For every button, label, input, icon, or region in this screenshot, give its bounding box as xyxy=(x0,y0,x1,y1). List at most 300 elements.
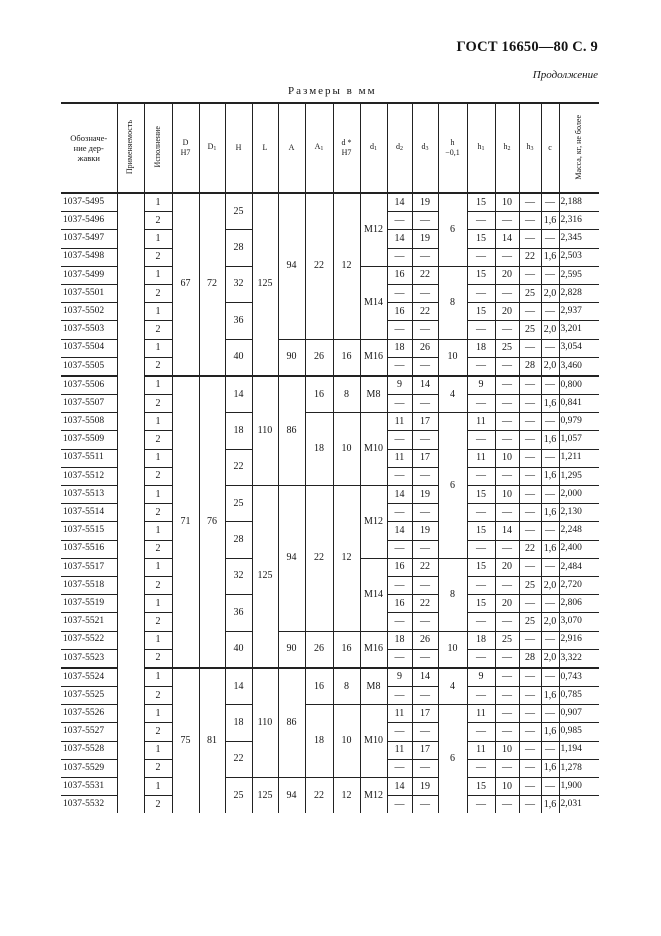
col-header-H xyxy=(225,103,252,193)
cell-h2: — xyxy=(495,413,519,431)
cell-h3: 22 xyxy=(519,540,541,558)
cell-isp: 1 xyxy=(144,266,172,284)
col-header-label: L xyxy=(262,143,268,153)
cell-A-span: 94 xyxy=(278,193,305,339)
col-header-label: $A_1$ xyxy=(314,142,324,153)
col-header-mass xyxy=(559,103,599,193)
cell-A1-span: 18 xyxy=(305,705,333,778)
cell-des: 1037-5532 xyxy=(61,796,117,814)
continuation-label: Продолжение xyxy=(532,69,598,81)
cell-h3: — xyxy=(519,193,541,212)
cell-mass: 2,248 xyxy=(559,522,599,540)
cell-h2: — xyxy=(495,284,519,302)
cell-d3: 19 xyxy=(412,522,438,540)
cell-des: 1037-5529 xyxy=(61,759,117,777)
cell-H-span: 40 xyxy=(225,631,252,668)
cell-c: 1,6 xyxy=(541,540,559,558)
cell-des: 1037-5514 xyxy=(61,504,117,522)
cell-d3: 19 xyxy=(412,193,438,212)
cell-h2: — xyxy=(495,796,519,814)
cell-h2: — xyxy=(495,467,519,485)
cell-h2: 20 xyxy=(495,595,519,613)
cell-d2: 14 xyxy=(387,486,412,504)
col-header-label: $d_2$ xyxy=(396,142,403,153)
cell-h-span: 8 xyxy=(438,558,467,631)
cell-h3: 25 xyxy=(519,284,541,302)
cell-A-span: 90 xyxy=(278,631,305,668)
cell-H-span: 14 xyxy=(225,668,252,705)
col-header-app xyxy=(117,103,144,193)
cell-isp: 1 xyxy=(144,486,172,504)
cell-h1: 9 xyxy=(467,668,495,687)
cell-h2: 10 xyxy=(495,741,519,759)
cell-mass: 2,806 xyxy=(559,595,599,613)
cell-isp: 2 xyxy=(144,504,172,522)
col-header-label: c xyxy=(548,143,552,153)
cell-d-span: 12 xyxy=(333,778,360,814)
cell-A-span: 86 xyxy=(278,668,305,778)
cell-c: 1,6 xyxy=(541,467,559,485)
cell-c: 2,0 xyxy=(541,613,559,631)
cell-mass: 1,278 xyxy=(559,759,599,777)
cell-h2: — xyxy=(495,357,519,376)
col-header-d1 xyxy=(360,103,387,193)
cell-c: — xyxy=(541,741,559,759)
cell-h2: — xyxy=(495,668,519,687)
cell-h2: — xyxy=(495,705,519,723)
cell-c: 1,6 xyxy=(541,687,559,705)
cell-c: — xyxy=(541,303,559,321)
col-header-h2 xyxy=(495,103,519,193)
cell-d3: — xyxy=(412,723,438,741)
cell-h1: — xyxy=(467,212,495,230)
cell-mass: 2,130 xyxy=(559,504,599,522)
cell-h2: — xyxy=(495,723,519,741)
cell-h1: — xyxy=(467,357,495,376)
cell-d-span: 10 xyxy=(333,705,360,778)
cell-mass: 2,720 xyxy=(559,576,599,594)
cell-h2: 10 xyxy=(495,193,519,212)
cell-isp: 1 xyxy=(144,522,172,540)
cell-h3: — xyxy=(519,723,541,741)
cell-mass: 2,188 xyxy=(559,193,599,212)
cell-H-span: 32 xyxy=(225,266,252,302)
cell-d3: — xyxy=(412,796,438,814)
cell-A1-span: 16 xyxy=(305,668,333,705)
cell-isp: 1 xyxy=(144,449,172,467)
cell-h1: 11 xyxy=(467,449,495,467)
cell-isp: 2 xyxy=(144,431,172,449)
col-header-isp xyxy=(144,103,172,193)
col-header-d xyxy=(333,103,360,193)
cell-h3: — xyxy=(519,705,541,723)
cell-mass: 2,916 xyxy=(559,631,599,649)
cell-isp: 2 xyxy=(144,796,172,814)
cell-h1: — xyxy=(467,759,495,777)
cell-mass: 1,900 xyxy=(559,778,599,796)
cell-h3: — xyxy=(519,796,541,814)
cell-h3: — xyxy=(519,595,541,613)
cell-h1: 9 xyxy=(467,376,495,395)
cell-A1-span: 18 xyxy=(305,413,333,486)
cell-A-span: 86 xyxy=(278,376,305,486)
cell-d2: — xyxy=(387,284,412,302)
cell-h-span: 4 xyxy=(438,376,467,413)
cell-A1-span: 26 xyxy=(305,631,333,668)
cell-c: 1,6 xyxy=(541,212,559,230)
cell-des: 1037-5521 xyxy=(61,613,117,631)
cell-d3: 22 xyxy=(412,266,438,284)
cell-d2: — xyxy=(387,687,412,705)
cell-d2: 11 xyxy=(387,705,412,723)
cell-d1-span: M14 xyxy=(360,558,387,631)
cell-h-span: 10 xyxy=(438,631,467,668)
cell-h3: 22 xyxy=(519,248,541,266)
cell-c: — xyxy=(541,631,559,649)
cell-c: 2,0 xyxy=(541,357,559,376)
cell-c: — xyxy=(541,705,559,723)
cell-des: 1037-5506 xyxy=(61,376,117,395)
col-header-h1 xyxy=(467,103,495,193)
cell-h2: 20 xyxy=(495,558,519,576)
cell-d2: — xyxy=(387,212,412,230)
cell-h3: — xyxy=(519,504,541,522)
cell-des: 1037-5522 xyxy=(61,631,117,649)
cell-h3: — xyxy=(519,631,541,649)
cell-isp: 2 xyxy=(144,613,172,631)
cell-d3: — xyxy=(412,687,438,705)
cell-h3: 25 xyxy=(519,576,541,594)
cell-mass: 0,800 xyxy=(559,376,599,395)
cell-d3: — xyxy=(412,613,438,631)
cell-h2: — xyxy=(495,395,519,413)
col-header-des xyxy=(61,103,117,193)
cell-mass: 2,316 xyxy=(559,212,599,230)
cell-h2: — xyxy=(495,687,519,705)
cell-c: — xyxy=(541,339,559,357)
cell-h3: — xyxy=(519,687,541,705)
cell-d3: — xyxy=(412,395,438,413)
cell-isp: 1 xyxy=(144,303,172,321)
cell-c: — xyxy=(541,266,559,284)
cell-d1-span: M8 xyxy=(360,668,387,705)
cell-c: 2,0 xyxy=(541,284,559,302)
cell-d1-span: M14 xyxy=(360,266,387,339)
cell-d3: 26 xyxy=(412,339,438,357)
cell-des: 1037-5499 xyxy=(61,266,117,284)
col-header-label: Масса, кг, не более xyxy=(573,114,583,180)
cell-h2: — xyxy=(495,576,519,594)
cell-des: 1037-5518 xyxy=(61,576,117,594)
cell-isp: 2 xyxy=(144,284,172,302)
cell-h1: 15 xyxy=(467,558,495,576)
cell-d-span: 8 xyxy=(333,376,360,413)
cell-isp: 1 xyxy=(144,741,172,759)
cell-d2: — xyxy=(387,467,412,485)
cell-H-span: 36 xyxy=(225,303,252,339)
cell-d3: — xyxy=(412,576,438,594)
cell-d2: 14 xyxy=(387,193,412,212)
cell-mass: 0,985 xyxy=(559,723,599,741)
cell-h2: — xyxy=(495,613,519,631)
cell-c: — xyxy=(541,522,559,540)
cell-h3: — xyxy=(519,741,541,759)
cell-h1: — xyxy=(467,687,495,705)
cell-d2: — xyxy=(387,613,412,631)
cell-h3: — xyxy=(519,668,541,687)
col-header-label: Обозначе- ние дер- жавки xyxy=(70,132,108,164)
cell-h1: — xyxy=(467,540,495,558)
cell-d2: 14 xyxy=(387,230,412,248)
cell-h1: 11 xyxy=(467,741,495,759)
cell-isp: 1 xyxy=(144,595,172,613)
cell-H-span: 25 xyxy=(225,193,252,230)
cell-h2: — xyxy=(495,431,519,449)
cell-d3: — xyxy=(412,504,438,522)
cell-d3: 17 xyxy=(412,705,438,723)
cell-mass: 0,979 xyxy=(559,413,599,431)
cell-d3: 19 xyxy=(412,486,438,504)
units-caption: Размеры в мм xyxy=(288,85,377,97)
cell-d2: — xyxy=(387,759,412,777)
cell-h3: 28 xyxy=(519,357,541,376)
cell-h-span: 6 xyxy=(438,413,467,559)
cell-isp: 1 xyxy=(144,705,172,723)
cell-mass: 3,460 xyxy=(559,357,599,376)
cell-c: — xyxy=(541,449,559,467)
cell-d2: 11 xyxy=(387,413,412,431)
col-header-label: $h_3$ xyxy=(526,142,534,153)
cell-mass: 3,201 xyxy=(559,321,599,339)
cell-h1: — xyxy=(467,649,495,668)
col-header-D xyxy=(172,103,199,193)
cell-H-span: 25 xyxy=(225,486,252,522)
cell-L-span: 110 xyxy=(252,668,278,778)
cell-d1-span: M12 xyxy=(360,778,387,814)
col-header-label: $d_3$ xyxy=(421,142,429,153)
cell-d2: — xyxy=(387,649,412,668)
cell-h3: — xyxy=(519,376,541,395)
cell-h2: 14 xyxy=(495,230,519,248)
cell-isp: 1 xyxy=(144,413,172,431)
cell-d1-span: M10 xyxy=(360,705,387,778)
cell-d3: 14 xyxy=(412,668,438,687)
cell-d3: 17 xyxy=(412,741,438,759)
cell-A1-span: 22 xyxy=(305,778,333,814)
col-header-label: $D_1$ xyxy=(207,142,217,153)
cell-mass: 0,785 xyxy=(559,687,599,705)
cell-h1: 18 xyxy=(467,339,495,357)
cell-mass: 0,907 xyxy=(559,705,599,723)
cell-d2: — xyxy=(387,357,412,376)
cell-mass: 2,503 xyxy=(559,248,599,266)
cell-des: 1037-5527 xyxy=(61,723,117,741)
cell-d2: — xyxy=(387,395,412,413)
cell-c: 2,0 xyxy=(541,576,559,594)
cell-h2: — xyxy=(495,649,519,668)
cell-h1: — xyxy=(467,321,495,339)
page-header: ГОСТ 16650—80 С. 9 xyxy=(456,39,598,55)
cell-mass: 2,595 xyxy=(559,266,599,284)
cell-D1-span: 81 xyxy=(199,668,225,814)
cell-des: 1037-5497 xyxy=(61,230,117,248)
col-header-label: D H7 xyxy=(180,138,191,157)
cell-h2: 20 xyxy=(495,266,519,284)
cell-des: 1037-5531 xyxy=(61,778,117,796)
cell-h1: — xyxy=(467,613,495,631)
cell-H-span: 28 xyxy=(225,230,252,266)
cell-mass: 1,295 xyxy=(559,467,599,485)
cell-h3: — xyxy=(519,413,541,431)
cell-d3: — xyxy=(412,759,438,777)
cell-h2: 10 xyxy=(495,449,519,467)
cell-A-span: 94 xyxy=(278,486,305,632)
cell-des: 1037-5511 xyxy=(61,449,117,467)
cell-h2: — xyxy=(495,759,519,777)
cell-A-span: 90 xyxy=(278,339,305,376)
cell-h1: 15 xyxy=(467,303,495,321)
cell-c: — xyxy=(541,668,559,687)
cell-d2: 16 xyxy=(387,303,412,321)
cell-des: 1037-5503 xyxy=(61,321,117,339)
cell-h3: — xyxy=(519,303,541,321)
cell-d2: — xyxy=(387,321,412,339)
cell-d3: 22 xyxy=(412,595,438,613)
cell-c: — xyxy=(541,595,559,613)
cell-isp: 2 xyxy=(144,395,172,413)
cell-c: — xyxy=(541,193,559,212)
cell-d2: — xyxy=(387,540,412,558)
cell-h1: 15 xyxy=(467,522,495,540)
cell-des: 1037-5517 xyxy=(61,558,117,576)
cell-H-span: 18 xyxy=(225,413,252,449)
cell-isp: 2 xyxy=(144,467,172,485)
cell-isp: 2 xyxy=(144,649,172,668)
table-row xyxy=(61,193,599,212)
cell-mass: 3,054 xyxy=(559,339,599,357)
col-header-d3 xyxy=(412,103,438,193)
cell-d2: — xyxy=(387,248,412,266)
cell-mass: 1,057 xyxy=(559,431,599,449)
cell-h1: 15 xyxy=(467,486,495,504)
cell-h2: — xyxy=(495,248,519,266)
cell-mass: 1,211 xyxy=(559,449,599,467)
cell-h3: — xyxy=(519,212,541,230)
cell-isp: 2 xyxy=(144,357,172,376)
cell-d3: — xyxy=(412,540,438,558)
cell-d2: 9 xyxy=(387,668,412,687)
cell-mass: 3,070 xyxy=(559,613,599,631)
cell-h2: 14 xyxy=(495,522,519,540)
cell-des: 1037-5519 xyxy=(61,595,117,613)
cell-des: 1037-5515 xyxy=(61,522,117,540)
cell-h3: — xyxy=(519,759,541,777)
cell-d1-span: M16 xyxy=(360,631,387,668)
cell-des: 1037-5507 xyxy=(61,395,117,413)
cell-mass: 2,345 xyxy=(559,230,599,248)
cell-d3: — xyxy=(412,649,438,668)
cell-h1: 11 xyxy=(467,413,495,431)
cell-d2: 16 xyxy=(387,558,412,576)
cell-d2: 11 xyxy=(387,449,412,467)
cell-c: — xyxy=(541,558,559,576)
cell-d2: 14 xyxy=(387,778,412,796)
cell-D1-span: 76 xyxy=(199,376,225,668)
col-header-c xyxy=(541,103,559,193)
cell-d2: — xyxy=(387,431,412,449)
cell-mass: 2,828 xyxy=(559,284,599,302)
cell-h1: 15 xyxy=(467,266,495,284)
cell-d3: — xyxy=(412,284,438,302)
col-header-label: d * H7 xyxy=(341,138,352,157)
cell-des: 1037-5498 xyxy=(61,248,117,266)
cell-h1: 15 xyxy=(467,230,495,248)
cell-d3: — xyxy=(412,357,438,376)
col-header-A1 xyxy=(305,103,333,193)
cell-d2: — xyxy=(387,576,412,594)
cell-L-span: 125 xyxy=(252,778,278,814)
cell-d3: 19 xyxy=(412,230,438,248)
cell-d2: — xyxy=(387,723,412,741)
cell-d3: 26 xyxy=(412,631,438,649)
cell-h3: — xyxy=(519,522,541,540)
cell-A1-span: 22 xyxy=(305,193,333,339)
cell-h1: — xyxy=(467,284,495,302)
cell-h1: — xyxy=(467,796,495,814)
cell-c: 1,6 xyxy=(541,723,559,741)
col-header-label: Применяемость xyxy=(125,119,135,175)
cell-des: 1037-5528 xyxy=(61,741,117,759)
cell-isp: 1 xyxy=(144,778,172,796)
cell-d-span: 16 xyxy=(333,631,360,668)
cell-des: 1037-5524 xyxy=(61,668,117,687)
cell-D-span: 67 xyxy=(172,193,199,376)
cell-mass: 2,937 xyxy=(559,303,599,321)
cell-c: — xyxy=(541,376,559,395)
cell-h-span: 6 xyxy=(438,705,467,814)
cell-h3: — xyxy=(519,266,541,284)
cell-h1: 11 xyxy=(467,705,495,723)
cell-h2: 20 xyxy=(495,303,519,321)
col-header-label: $d_1$ xyxy=(370,142,377,153)
cell-isp: 1 xyxy=(144,339,172,357)
cell-mass: 0,841 xyxy=(559,395,599,413)
cell-H-span: 18 xyxy=(225,705,252,741)
cell-isp: 1 xyxy=(144,558,172,576)
cell-mass: 2,484 xyxy=(559,558,599,576)
col-header-label: Исполнение xyxy=(152,126,162,168)
cell-c: — xyxy=(541,486,559,504)
cell-isp: 1 xyxy=(144,193,172,212)
cell-A1-span: 16 xyxy=(305,376,333,413)
cell-h1: 15 xyxy=(467,595,495,613)
cell-d1-span: M12 xyxy=(360,486,387,559)
cell-h3: — xyxy=(519,431,541,449)
cell-A1-span: 26 xyxy=(305,339,333,376)
cell-L-span: 110 xyxy=(252,376,278,486)
cell-d2: 18 xyxy=(387,339,412,357)
cell-isp: 2 xyxy=(144,723,172,741)
cell-c: 1,6 xyxy=(541,395,559,413)
cell-isp: 2 xyxy=(144,687,172,705)
cell-c: — xyxy=(541,413,559,431)
cell-d2: 14 xyxy=(387,522,412,540)
cell-mass: 2,000 xyxy=(559,486,599,504)
cell-H-span: 14 xyxy=(225,376,252,413)
cell-d1-span: M8 xyxy=(360,376,387,413)
cell-h-span: 6 xyxy=(438,193,467,266)
cell-d-span: 8 xyxy=(333,668,360,705)
